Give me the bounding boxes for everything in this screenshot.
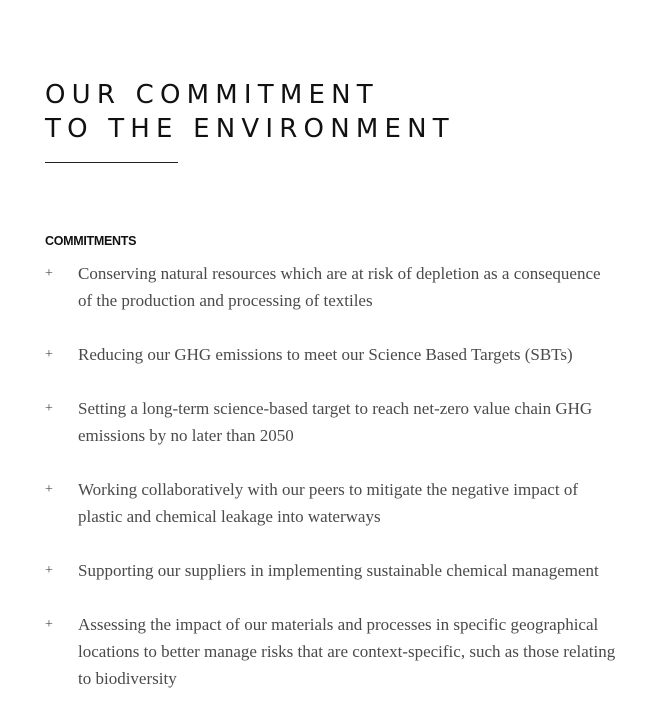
commitment-item-1 (45, 260, 620, 314)
plus-bullet-icon: + (45, 347, 53, 362)
commitment-item-5 (45, 557, 620, 584)
page-title-line-2: TO THE ENVIRONMENT (45, 114, 455, 144)
commitment-text: Reducing our GHG emissions to meet our Science Based Targets (SBTs) (78, 345, 573, 364)
commitment-text: Working collaboratively with our peers to mitigate the negative impact of plastic and chemical leakage into waterways (78, 480, 578, 526)
plus-bullet-icon: + (45, 482, 53, 497)
commitment-text: Supporting our suppliers in implementing sustainable chemical management (78, 561, 599, 580)
commitments-list (45, 260, 620, 719)
commitment-text: Assessing the impact of our materials and processes in specific geographical locations to better manage risks that are context-specific, such as those relating to biodiversity (78, 615, 616, 688)
page-title (45, 78, 455, 146)
commitment-text: Conserving natural resources which are at risk of depletion as a consequence of the production and processing of textiles (78, 264, 601, 310)
plus-bullet-icon: + (45, 401, 53, 416)
commitment-item-2 (45, 341, 620, 368)
section-label-commitments: COMMITMENTS (45, 234, 137, 248)
title-divider (45, 162, 178, 163)
plus-bullet-icon: + (45, 617, 53, 632)
plus-bullet-icon: + (45, 266, 53, 281)
page-title-line-1: OUR COMMITMENT (45, 80, 379, 110)
commitment-text: Setting a long-term science-based target to reach net-zero value chain GHG emissions by no later than 2050 (78, 399, 593, 445)
commitment-item-4 (45, 476, 620, 530)
commitment-item-6 (45, 611, 620, 692)
plus-bullet-icon: + (45, 563, 53, 578)
commitment-item-3 (45, 395, 620, 449)
